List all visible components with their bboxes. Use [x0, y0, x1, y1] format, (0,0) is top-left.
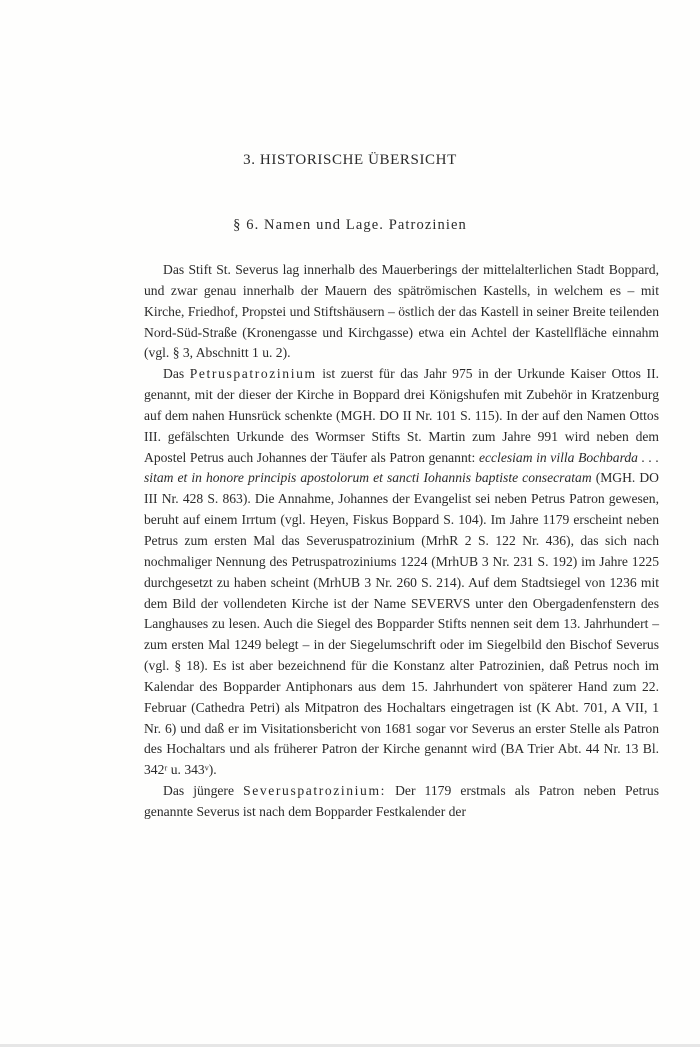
- paragraph-text: Der 1179 erstmals als Patron neben Petrus genannte Severus ist nach dem Bopparder Festkalender der: [144, 783, 659, 819]
- paragraph-lead: Das: [163, 366, 185, 382]
- chapter-title: 3. HISTORISCHE ÜBERSICHT: [243, 152, 457, 168]
- paragraph-text: (MGH. DO III Nr. 428 S. 863). Die Annahme, Johannes der Evangelist sei neben Petrus Patron gewesen, beruht auf einem Irrtum (vgl. Heyen, Fiskus Boppard S. 104). Im Jahre 1179 erscheint neben Petrus zum ersten Mal das Severuspatrozinium (MrhR 2 S. 122 Nr. 436), das sich nach nochmaliger Nennung des Petruspatroziniums 1224 (MrhUB 3 Nr. 231 S. 192) im Jahre 1225 durchgesetzt zu haben scheint (MrhUB 3 Nr. 260 S. 214). Auf dem Stadtsiegel von 1236 mit dem Bild der vollendeten Kirche ist der Name SEVERVS unter den Obergadenfenstern des Langhauses zu lesen. Auch die Siegel des Bopparder Stifts nennen seit dem 13. Jahrhundert – zum ersten Mal 1249 belegt – in der Siegelumschrift oder im Siegelbild den Bischof Severus (vgl. § 18). Es ist aber bezeichnend für die Konstanz alter Patrozinien, daß Petrus noch im Kalendar des Bopparder Antiphonars aus dem 15. Jahrhundert von späterer Hand zum 22. Februar (Cathedra Petri) als Mitpatron des Hochaltars eingetragen ist (K Abt. 701, A VII, 1 Nr. 6) und daß er im Visitationsbericht von 1681 sogar vor Severus an erster Stelle als Patron des Hochaltars und als früherer Patron der Kirche genannt wird (BA Trier Abt. 44 Nr. 13 Bl. 342ʳ u. 343ᵛ).: [144, 470, 660, 778]
- paragraph-text: ist zuerst für das Jahr 975 in der Urkunde Kaiser Ottos II. genannt, mit der dieser der Kirche in Boppard drei Königshufen mit Zubehör in Kratzenburg auf dem nahen Hunsrück schenkte (MGH. DO II Nr. 101 S. 115). In der auf den Namen Ottos III. gefälschten Urkunde des Wormser Stifts St. Martin zum Jahre 991 wird neben dem Apostel Petrus auch Johannes der Täufer als Patron genannt:: [144, 366, 660, 465]
- paragraph-petrus: [144, 364, 659, 781]
- term-petruspatrozinium: Petruspatrozinium: [189, 366, 317, 382]
- paragraph-severus: [144, 781, 659, 823]
- latin-quote: ecclesiam in villa Bochbarda . . . sitam et in honore principis apostolorum et sancti Iohannis baptiste consecratam: [144, 449, 659, 486]
- paragraph-location: Das Stift St. Severus lag innerhalb des Mauerberings der mittelalterlichen Stadt Boppard, und zwar genau innerhalb der Mauern des spätrömischen Kastells, in welchem es – mit Kirche, Friedhof, Propstei und Stiftshäusern – östlich der das Kastell in seiner Breite teilenden Nord-Süd-Straße (Kronengasse und Kirchgasse) etwa ein Achtel der Kastellfläche einnahm (vgl. § 3, Abschnitt 1 u. 2).: [144, 262, 659, 361]
- section-title: § 6. Namen und Lage. Patrozinien: [233, 217, 467, 233]
- body-text: [144, 260, 659, 823]
- paragraph-lead: Das jüngere: [163, 783, 234, 799]
- term-severuspatrozinium: Severuspatrozinium:: [243, 783, 386, 799]
